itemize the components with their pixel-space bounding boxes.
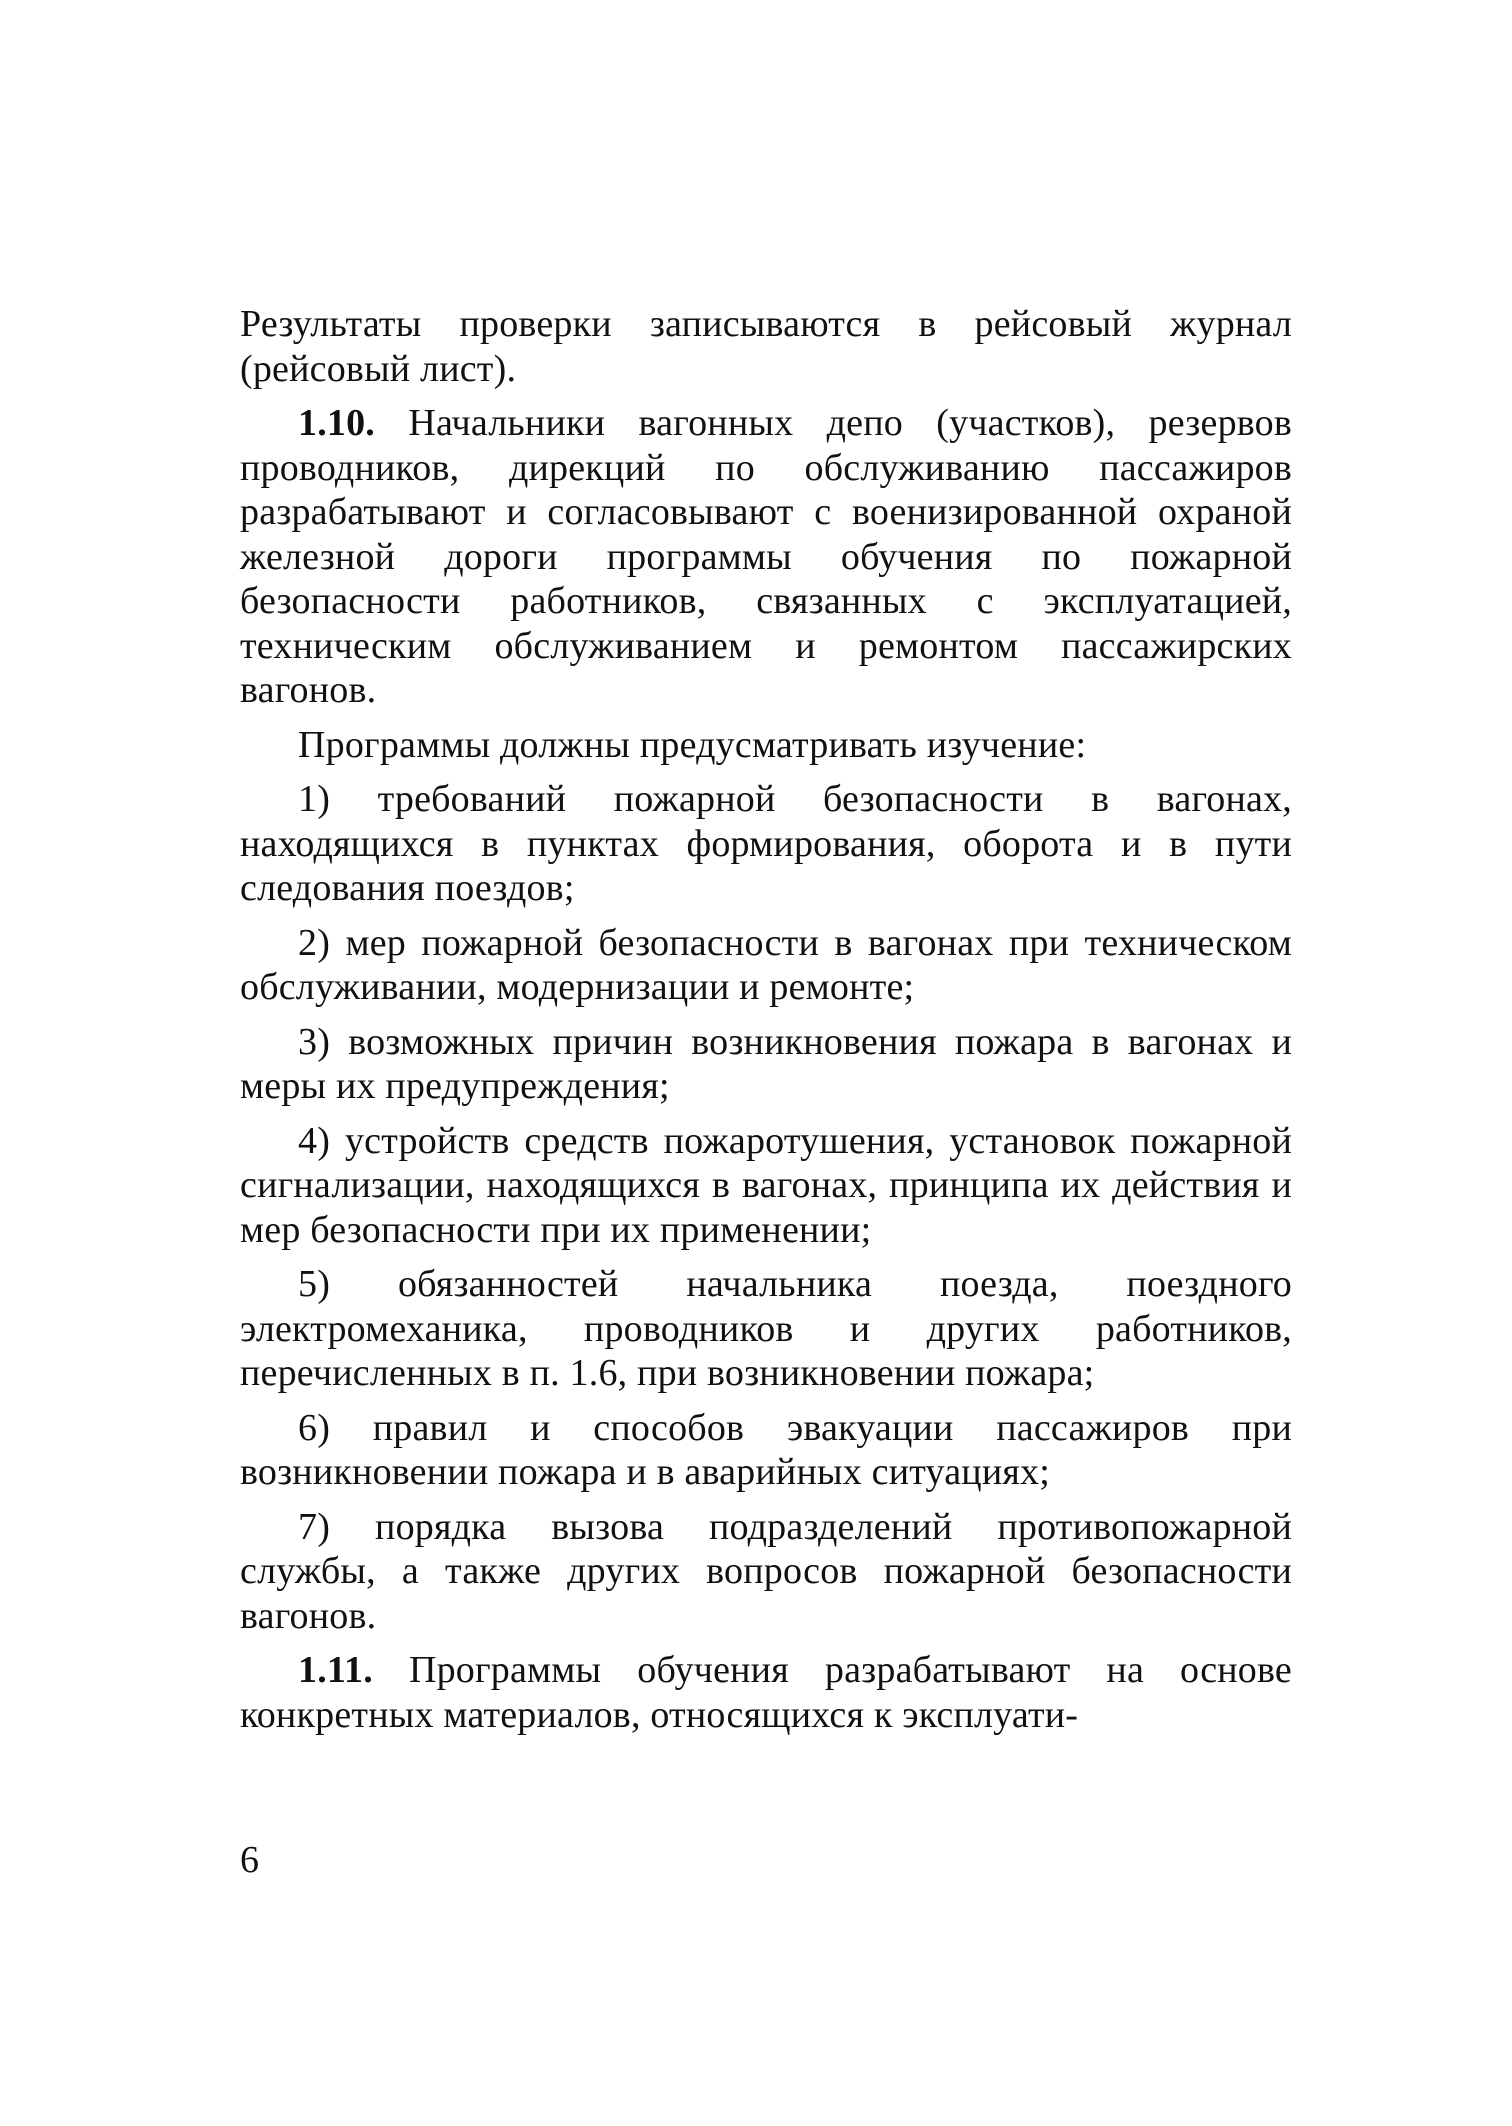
list-number: 4) <box>298 1119 331 1162</box>
section-number: 1.10. <box>298 402 375 444</box>
list-number: 2) <box>298 921 331 964</box>
paragraph-programs-intro <box>240 723 1292 768</box>
list-item-4 <box>240 1119 1292 1253</box>
paragraph-text: порядка вызова подразделений противопожарной службы, а также других вопросов пожарной безопасности вагонов. <box>240 1505 1293 1637</box>
paragraph-text: мер пожарной безопасности в вагонах при техническом обслуживании, модернизации и ремонте; <box>240 921 1292 1008</box>
list-item-6 <box>240 1406 1292 1495</box>
paragraph-text: Результаты проверки записываются в рейсовый журнал (рейсовый лист). <box>240 303 1292 390</box>
list-number: 6) <box>298 1406 331 1449</box>
section-number: 1.11. <box>298 1649 373 1691</box>
paragraph-text: Начальники вагонных депо (участков), резервов проводников, дирекций по обслуживанию пассажиров разрабатывают и согласовывают с военизированной охраной железной дороги программы обучения по пожарной безопасности работников, связанных с эксплуатацией, техническим обслуживанием и ремонтом пассажирских вагонов. <box>240 402 1292 711</box>
list-item-7 <box>240 1505 1292 1639</box>
paragraph-text: возможных причин возникновения пожара в вагонах и меры их предупреждения; <box>240 1020 1293 1107</box>
list-number: 1) <box>298 778 331 820</box>
list-number: 5) <box>298 1263 331 1305</box>
paragraph-inspection-results <box>240 302 1292 391</box>
paragraph-1-10 <box>240 401 1292 713</box>
list-number: 7) <box>298 1505 331 1548</box>
document-page <box>240 302 1292 1737</box>
paragraph-text: обязанностей начальника поезда, поездного электромеханика, проводников и других работников, перечисленных в п. 1.6, при возникновении пожара; <box>240 1263 1292 1394</box>
paragraph-text: правил и способов эвакуации пассажиров при возникновении пожара и в аварийных ситуациях; <box>240 1406 1292 1493</box>
paragraph-text: требований пожарной безопасности в вагонах, находящихся в пунктах формирования, оборота и в пути следования поездов; <box>240 778 1292 909</box>
page-number: 6 <box>240 1839 259 1881</box>
paragraph-1-11 <box>240 1648 1292 1737</box>
list-item-3 <box>240 1020 1292 1109</box>
list-number: 3) <box>298 1020 331 1063</box>
list-item-1 <box>240 777 1292 911</box>
list-item-5 <box>240 1262 1292 1396</box>
list-item-2 <box>240 921 1292 1010</box>
paragraph-text: Программы обучения разрабатывают на основе конкретных материалов, относящихся к эксплуати- <box>240 1649 1292 1736</box>
paragraph-text: устройств средств пожаротушения, установок пожарной сигнализации, находящихся в вагонах, принципа их действия и мер безопасности при их применении; <box>240 1119 1292 1251</box>
paragraph-text: Программы должны предусматривать изучение: <box>298 723 1087 766</box>
